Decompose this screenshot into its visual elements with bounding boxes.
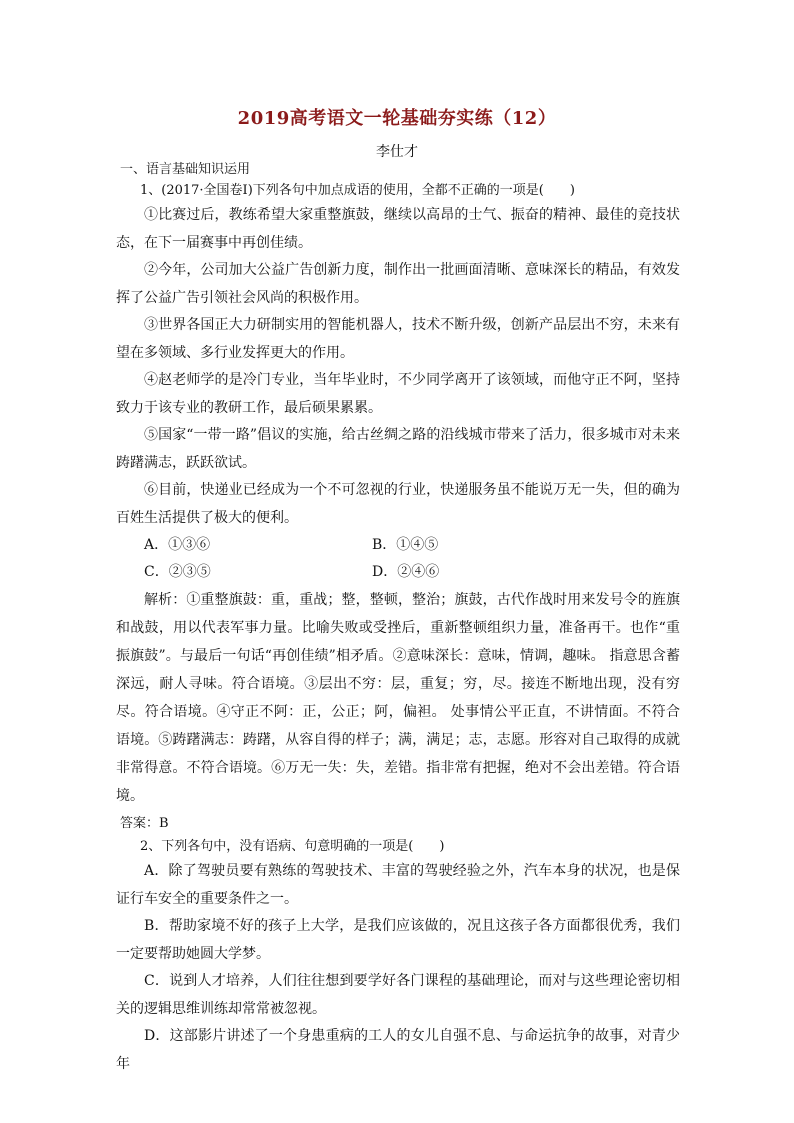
document-title: 2019高考语文一轮基础夯实练（12） — [237, 108, 557, 129]
question-2-stem: 2、下列各句中，没有语病、句意明确的一项是( ) — [140, 839, 445, 854]
q2-option-c: C．说到人才培养，人们往往想到要学好各门课程的基础理论，而对与这些理论密切相关的逻辑思维训练却常常被忽视。 — [116, 973, 680, 1017]
question-1-stem: 1、(2017·全国卷Ⅰ)下列各句中加点成语的使用，全都不正确的一项是( ) — [140, 183, 575, 198]
q1-item-4: ④赵老师学的是冷门专业，当年毕业时，不少同学离开了该领域，而他守正不阿，坚持致力于该专业的教研工作，最后硕果累累。 — [116, 372, 680, 416]
q2-option-d: D．这部影片讲述了一个身患重病的工人的女儿自强不息、与命运抗争的故事，对青少年 — [116, 1028, 680, 1072]
q1-options — [144, 532, 680, 586]
q2-option-b: B．帮助家境不好的孩子上大学，是我们应该做的，况且这孩子各方面都很优秀，我们一定要帮助她圆大学梦。 — [116, 918, 680, 962]
q1-option-c: C．②③⑤ — [144, 564, 211, 580]
q1-analysis: 解析：①重整旗鼓：重，重战；整，整顿，整治；旗鼓，古代作战时用来发号令的旌旗和战鼓，用以代表军事力量。比喻失败或受挫后，重新整顿组织力量，准备再干。也作“重振旗鼓”。与最后一句话“再创佳绩”相矛盾。②意味深长：意味，情调，趣味。 指意思含蓄深远，耐人寻味。符合语境。③层出不穷：层，重复；穷，尽。接连不断地出现，没有穷尽。符合语境。④守正不阿：正，公正；阿，偏袒。 处事情公平正直，不讲情面。不符合语境。⑤踌躇满志：踌躇，从容自得的样子；满，满足；志，志愿。形容对自己取得的成就非常得意。不符合语境。⑥万无一失：失，差错。指非常有把握，绝对不会出差错。符合语境。 — [116, 592, 680, 804]
q1-item-6: ⑥目前，快递业已经成为一个不可忽视的行业，快递服务虽不能说万无一失，但的确为百姓生活提供了极大的便利。 — [116, 482, 680, 526]
q1-item-5: ⑤国家“一带一路”倡议的实施，给古丝绸之路的沿线城市带来了活力，很多城市对未来踌躇满志，跃跃欲试。 — [116, 427, 680, 471]
q1-option-a: A．①③⑥ — [144, 537, 211, 553]
q1-item-3: ③世界各国正大力研制实用的智能机器人，技术不断升级，创新产品层出不穷，未来有望在多领域、多行业发挥更大的作用。 — [116, 317, 680, 361]
q1-item-2: ②今年，公司加大公益广告创新力度，制作出一批画面清晰、意味深长的精品，有效发挥了公益广告引领社会风尚的积极作用。 — [116, 262, 680, 306]
document-author: 李仕才 — [376, 144, 418, 160]
document-body — [116, 160, 680, 1078]
q2-option-a: A．除了驾驶员要有熟练的驾驶技术、丰富的驾驶经验之外，汽车本身的状况，也是保证行车安全的重要条件之一。 — [116, 863, 680, 907]
section-heading: 一、语言基础知识运用 — [120, 162, 251, 177]
q1-answer: 答案：B — [120, 816, 169, 831]
q1-option-d: D．②④⑥ — [372, 564, 440, 580]
q1-item-1: ①比赛过后，教练希望大家重整旗鼓，继续以高昂的士气、振奋的精神、最佳的竞技状态，在下一届赛事中再创佳绩。 — [116, 207, 680, 251]
q1-option-b: B．①④⑤ — [372, 537, 439, 553]
